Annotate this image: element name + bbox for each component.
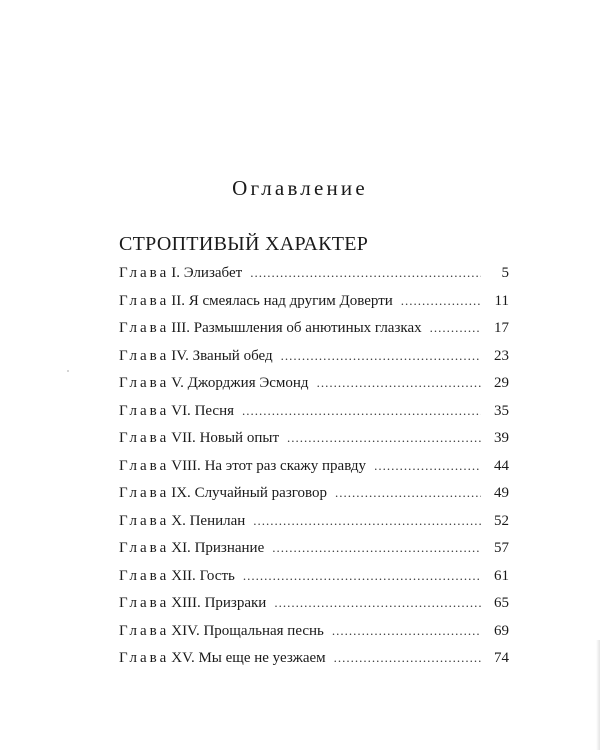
chapter-number: XI. [171, 540, 191, 556]
page-number: 69 [494, 622, 509, 639]
dot-leader [242, 403, 481, 419]
chapter-title: На этот раз скажу правду [204, 457, 367, 474]
chapter-prefix: Глава [119, 567, 170, 584]
chapter-number: VIII. [171, 457, 201, 474]
chapter-title: Гость [199, 567, 235, 584]
chapter-number: I. [171, 265, 180, 281]
page-number: 49 [494, 485, 509, 501]
dot-leader [335, 485, 481, 501]
dot-leader [430, 320, 481, 336]
chapter-prefix: Глава [119, 485, 170, 501]
page-number: 35 [494, 402, 509, 419]
dot-leader [287, 430, 481, 446]
chapter-title: Пенилан [189, 512, 246, 529]
toc-entry [119, 650, 509, 678]
chapter-number: V. [171, 375, 184, 391]
chapter-number: X. [171, 512, 186, 529]
chapter-prefix: Глава [119, 375, 170, 391]
page-number: 52 [494, 512, 509, 529]
dot-leader [374, 458, 481, 474]
chapter-prefix: Глава [119, 265, 170, 281]
chapter-number: VII. [171, 430, 196, 446]
chapter-prefix: Глава [119, 292, 170, 309]
page-number: 61 [494, 567, 509, 584]
chapter-prefix: Глава [119, 650, 170, 666]
dot-leader [401, 293, 481, 309]
chapter-prefix: Глава [119, 595, 170, 611]
chapter-title: Призраки [204, 595, 267, 611]
toc-entry [119, 623, 509, 651]
dot-leader [243, 568, 481, 584]
toc-entry [119, 293, 509, 321]
toc-entry [119, 375, 509, 403]
page-number: 65 [494, 595, 509, 611]
chapter-number: IX. [171, 485, 191, 501]
toc-entry [119, 430, 509, 458]
chapter-title: Элизабет [183, 265, 243, 281]
chapter-number: III. [171, 320, 190, 336]
part-title: СТРОПТИВЫЙ ХАРАКТЕР [119, 233, 369, 255]
toc-entry [119, 595, 509, 623]
dot-leader [272, 540, 481, 556]
chapter-prefix: Глава [119, 540, 170, 556]
toc-entry [119, 540, 509, 568]
dot-leader [332, 623, 481, 639]
toc-entry [119, 568, 509, 596]
chapter-title: Размышления об анютиных глазках [193, 320, 422, 336]
dot-leader [250, 265, 481, 281]
toc-title: Оглавление [232, 176, 368, 200]
page-number: 23 [494, 347, 509, 364]
dot-leader [253, 513, 481, 529]
chapter-prefix: Глава [119, 402, 170, 419]
chapter-number: VI. [171, 402, 191, 419]
chapter-title: Джорджия Эсмонд [187, 375, 309, 391]
toc-entry [119, 403, 509, 431]
scan-speck [67, 370, 69, 372]
page-number: 11 [494, 292, 509, 309]
chapter-prefix: Глава [119, 457, 170, 474]
chapter-prefix: Глава [119, 622, 170, 639]
chapter-number: XII. [171, 567, 196, 584]
chapter-number: XIII. [171, 595, 201, 611]
page-number: 57 [494, 540, 509, 556]
chapter-number: XIV. [171, 622, 200, 639]
dot-leader [317, 375, 481, 391]
chapter-title: Случайный разговор [194, 485, 328, 501]
chapter-number: IV. [171, 347, 189, 364]
chapter-title: Прощальная песнь [203, 622, 324, 639]
chapter-prefix: Глава [119, 347, 170, 364]
dot-leader [274, 595, 481, 611]
chapter-title: Новый опыт [199, 430, 279, 446]
toc-entry [119, 348, 509, 376]
toc-entry [119, 485, 509, 513]
toc-entry [119, 513, 509, 541]
toc-entry [119, 265, 509, 293]
chapter-number: II. [171, 292, 185, 309]
chapter-title: Мы еще не уезжаем [198, 650, 326, 666]
toc-entry [119, 458, 509, 486]
toc-list [119, 265, 509, 678]
page-number: 44 [494, 457, 509, 474]
scan-edge-shadow [596, 640, 600, 750]
chapter-title: Признание [194, 540, 265, 556]
toc-entry [119, 320, 509, 348]
dot-leader [334, 650, 481, 666]
chapter-prefix: Глава [119, 512, 170, 529]
chapter-number: XV. [171, 650, 195, 666]
chapter-title: Я смеялась над другим Доверти [188, 292, 393, 309]
chapter-prefix: Глава [119, 430, 170, 446]
dot-leader [281, 348, 481, 364]
page-number: 17 [494, 320, 509, 336]
page-number: 29 [494, 375, 509, 391]
chapter-title: Песня [194, 402, 235, 419]
page-number: 39 [494, 430, 509, 446]
chapter-prefix: Глава [119, 320, 170, 336]
chapter-title: Званый обед [192, 347, 273, 364]
page-number: 5 [501, 265, 509, 281]
page-number: 74 [494, 650, 509, 666]
